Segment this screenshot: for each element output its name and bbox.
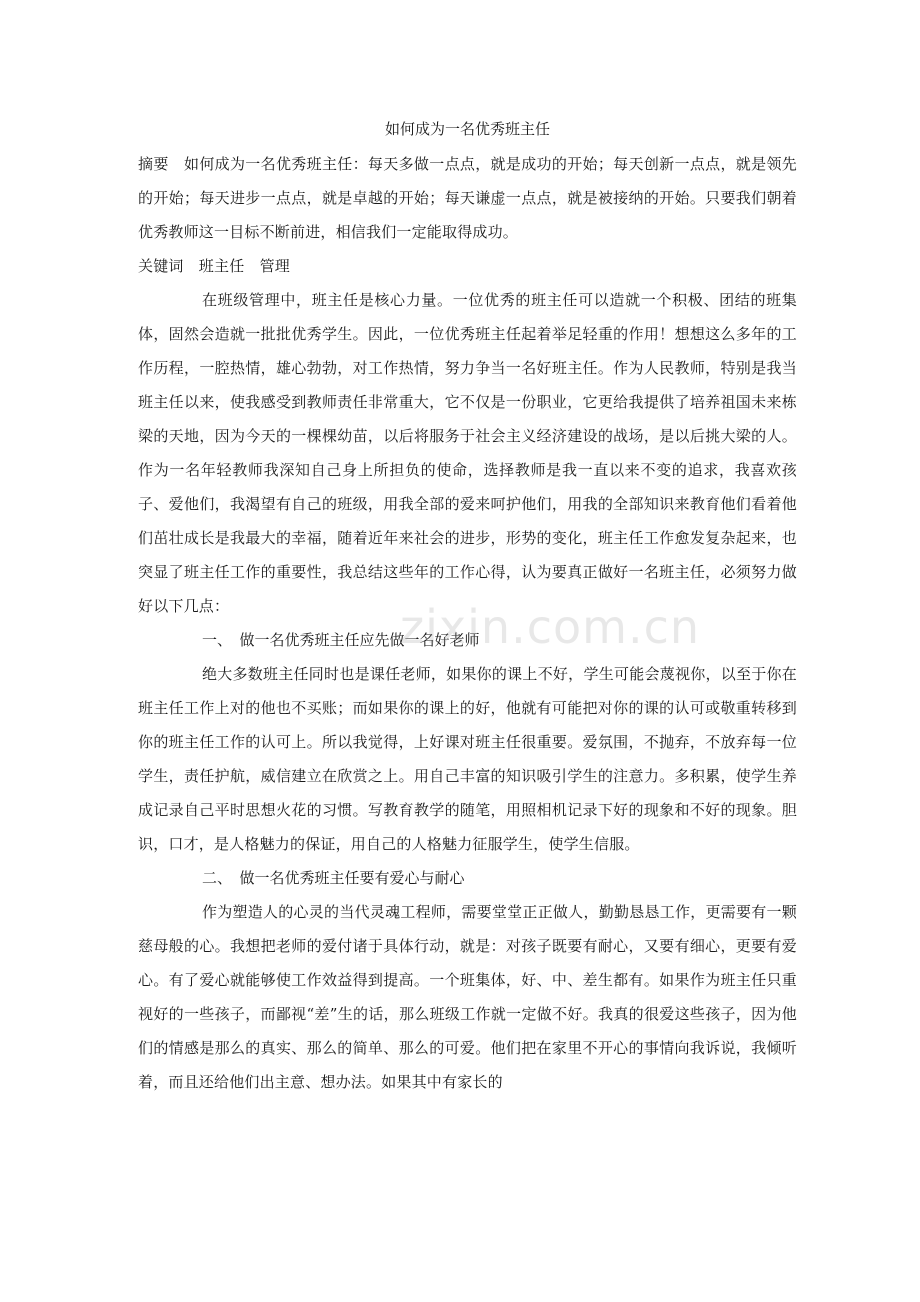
watermark-text: zixin.com.cn xyxy=(400,600,701,654)
section-2-body: 作为塑造人的心灵的当代灵魂工程师，需要堂堂正正做人，勤勤恳恳工作，更需要有一颗慈母般的心。我想把老师的爱付诸于具体行动，就是：对孩子既要有耐心，又要有细心，更要有爱心。有了爱心就能够使工作效益得到提高。一个班集体，好、中、差生都有。如果作为班主任只重视好的一些孩子，而鄙视“差”生的话，那么班级工作就一定做不好。我真的很爱这些孩子，因为他们的情感是那么的真实、那么的简单、那么的可爱。他们把在家里不开心的事情向我诉说，我倾听着，而且还给他们出主意、想办法。如果其中有家长的 xyxy=(138,903,797,1091)
intro-paragraph: 在班级管理中，班主任是核心力量。一位优秀的班主任可以造就一个积极、团结的班集体，固然会造就一批批优秀学生。因此，一位优秀班主任起着举足轻重的作用！想想这么多年的工作历程，一腔热情，雄心勃勃，对工作热情，努力争当一名好班主任。作为人民教师，特别是我当班主任以来，使我感受到教师责任非常重大，它不仅是一份职业，它更给我提供了培养祖国未来栋梁的天地，因为今天的一棵棵幼苗，以后将服务于社会主义经济建设的战场，是以后挑大梁的人。作为一名年轻教师我深知自己身上所担负的使命，选择教师是我一直以来不变的追求，我喜欢孩子、爱他们，我渴望有自己的班级，用我全部的爱来呵护他们，用我的全部知识来教育他们看着他们茁壮成长是我最大的幸福，随着近年来社会的进步，形势的变化，班主任工作愈发复杂起来，也突显了班主任工作的重要性，我总结这些年的工作心得，认为要真正做好一名班主任，必须努力做好以下几点： xyxy=(138,291,797,615)
keywords-line: 关键词 班主任 管理 xyxy=(138,257,291,275)
document-title: 如何成为一名优秀班主任 xyxy=(384,120,550,138)
section-2-heading: 二、 做一名优秀班主任要有爱心与耐心 xyxy=(202,869,465,887)
section-1-heading: 一、 做一名优秀班主任应先做一名好老师 xyxy=(202,631,480,649)
abstract-paragraph: 摘要 如何成为一名优秀班主任：每天多做一点点，就是成功的开始；每天创新一点点，就是领先的开始；每天进步一点点，就是卓越的开始；每天谦虚一点点，就是被接纳的开始。只要我们朝着优秀教师这一目标不断前进，相信我们一定能取得成功。 xyxy=(138,155,797,241)
section-1-body: 绝大多数班主任同时也是课任老师，如果你的课上不好，学生可能会蔑视你，以至于你在班主任工作上对的他也不买账；而如果你的课上的好，他就有可能把对你的课的认可或敬重转移到你的班主任工作的认可上。所以我觉得，上好课对班主任很重要。爱氛围，不抛弃，不放弃每一位学生，责任护航，威信建立在欣赏之上。用自己丰富的知识吸引学生的注意力。多积累，使学生养成记录自己平时思想火花的习惯。写教育教学的随笔，用照相机记录下好的现象和不好的现象。胆识，口才，是人格魅力的保证，用自己的人格魅力征服学生，使学生信服。 xyxy=(138,665,797,853)
